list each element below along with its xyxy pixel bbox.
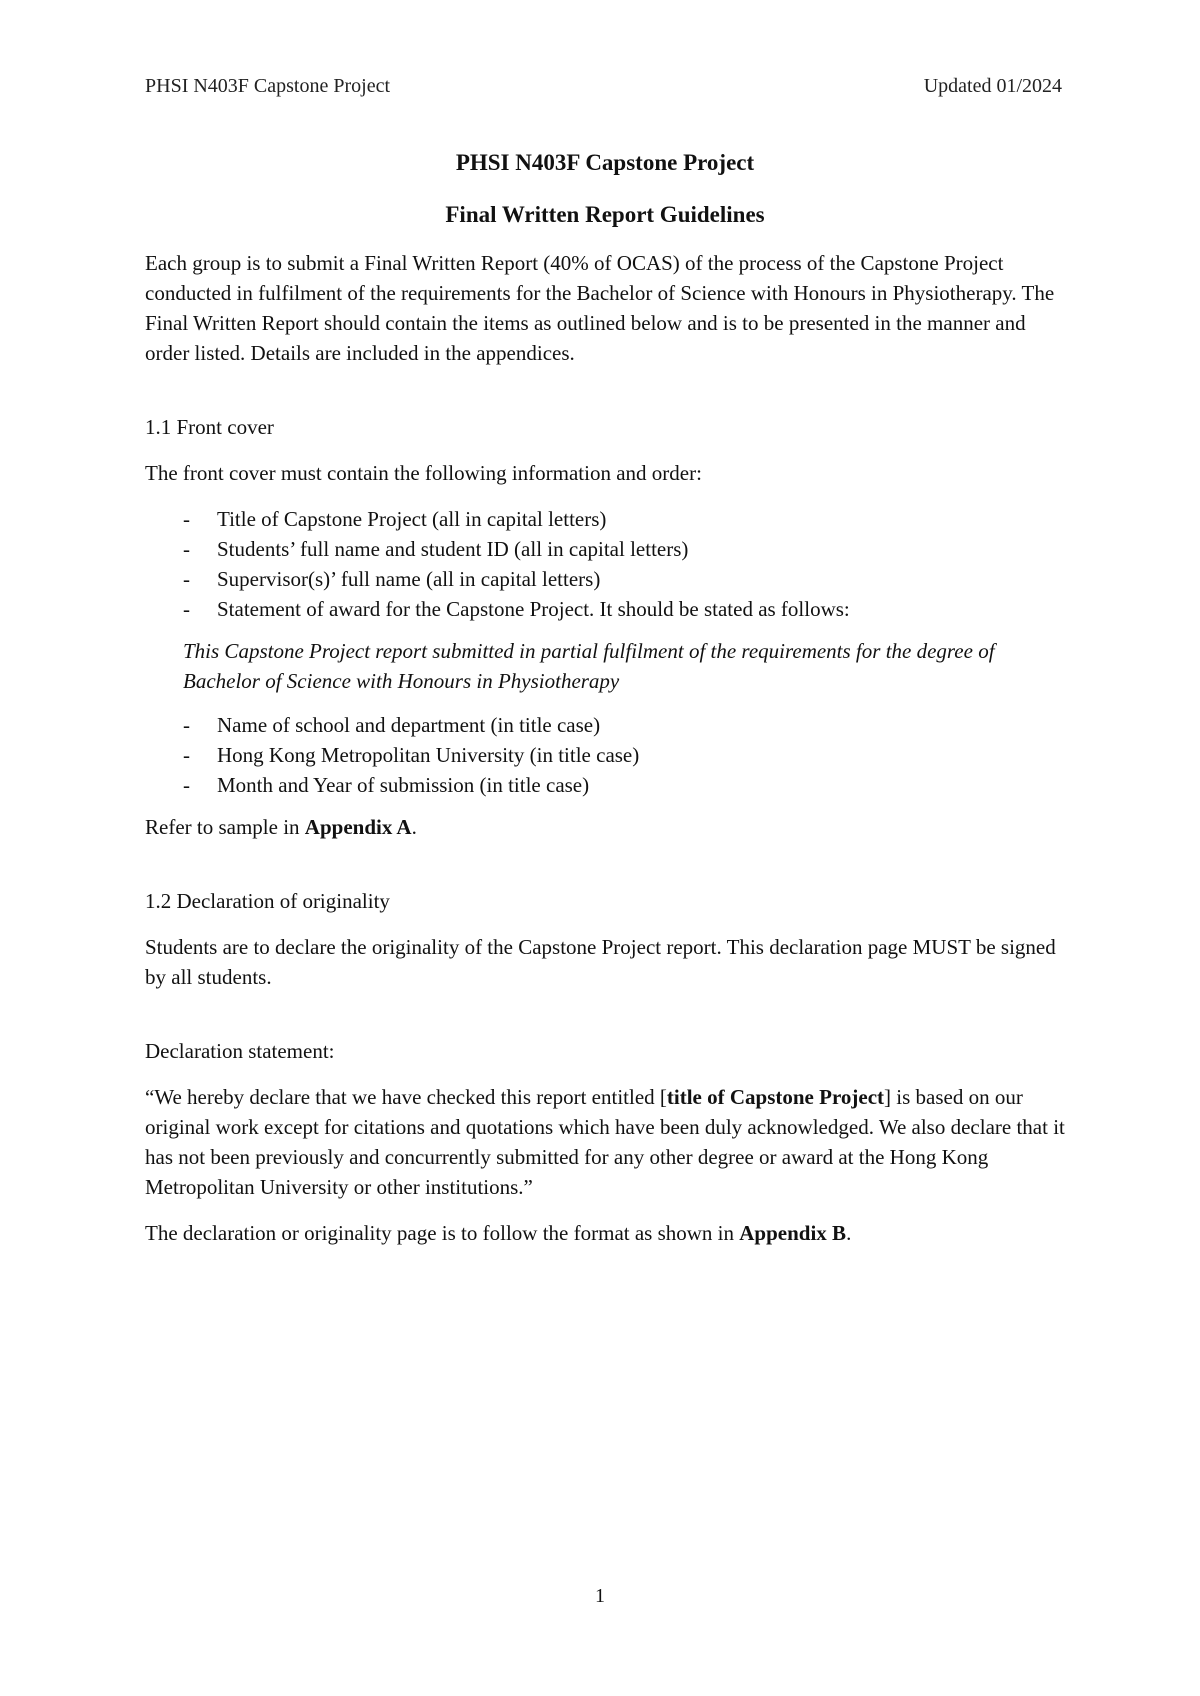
document-title: PHSI N403F Capstone Project — [455, 150, 755, 175]
running-header-title: PHSI N403F Capstone Project — [145, 75, 390, 97]
list-item: - Name of school and department (in title case) — [145, 710, 1065, 740]
list-item: - Statement of award for the Capstone Project. It should be stated as follows: — [145, 594, 1065, 624]
declaration-paragraph: Students are to declare the originality of the Capstone Project report. This declaration page MUST be signed by all students. — [145, 935, 1056, 989]
page-number: 1 — [595, 1585, 605, 1607]
refer-prefix: Refer to sample in — [145, 815, 305, 839]
format-prefix: The declaration or originality page is to follow the format as shown in — [145, 1221, 740, 1245]
refer-suffix: . — [411, 815, 417, 839]
appendix-a-reference: Appendix A — [304, 815, 412, 839]
format-suffix: . — [846, 1221, 852, 1245]
section-heading-front-cover: 1.1 Front cover — [145, 415, 274, 439]
front-cover-list-a — [145, 504, 1065, 624]
front-cover-list-b — [145, 710, 1065, 800]
list-item: - Students’ full name and student ID (all in capital letters) — [145, 534, 1065, 564]
page-body — [145, 148, 1065, 1264]
running-header-date: Updated 01/2024 — [923, 75, 1062, 97]
list-item: - Supervisor(s)’ full name (all in capital letters) — [145, 564, 1065, 594]
quote-suffix: ] is based on our original work except for citations and quotations which have been duly acknowledged. We also declare that it has not been previously and concurrently submitted for any other degree or award at the Hong Kong Metropolitan University or other institutions.” — [145, 1085, 1065, 1199]
format-appendix-b — [145, 1218, 1065, 1248]
refer-appendix-a — [145, 812, 1065, 842]
quote-title-placeholder: title of Capstone Project — [666, 1085, 885, 1109]
award-statement: This Capstone Project report submitted in partial fulfilment of the requirements for the degree of Bachelor of Science with Honours in Physiotherapy — [183, 639, 995, 693]
appendix-b-reference: Appendix B — [739, 1221, 847, 1245]
quote-prefix: “We hereby declare that we have checked this report entitled [ — [145, 1085, 667, 1109]
declaration-quote — [145, 1082, 1065, 1202]
intro-paragraph: Each group is to submit a Final Written Report (40% of OCAS) of the process of the Capstone Project conducted in fulfilment of the requirements for the Bachelor of Science with Honours in Physiotherapy. The Final Written Report should contain the items as outlined below and is to be presented in the manner and order listed. Details are included in the appendices. — [145, 251, 1055, 365]
declaration-statement-heading: Declaration statement: — [145, 1039, 335, 1063]
document-subtitle: Final Written Report Guidelines — [445, 202, 765, 227]
front-cover-lead: The front cover must contain the following information and order: — [145, 461, 702, 485]
list-item: - Month and Year of submission (in title case) — [145, 770, 1065, 800]
list-item: - Title of Capstone Project (all in capital letters) — [145, 504, 1065, 534]
section-heading-declaration: 1.2 Declaration of originality — [145, 889, 390, 913]
list-item: - Hong Kong Metropolitan University (in title case) — [145, 740, 1065, 770]
